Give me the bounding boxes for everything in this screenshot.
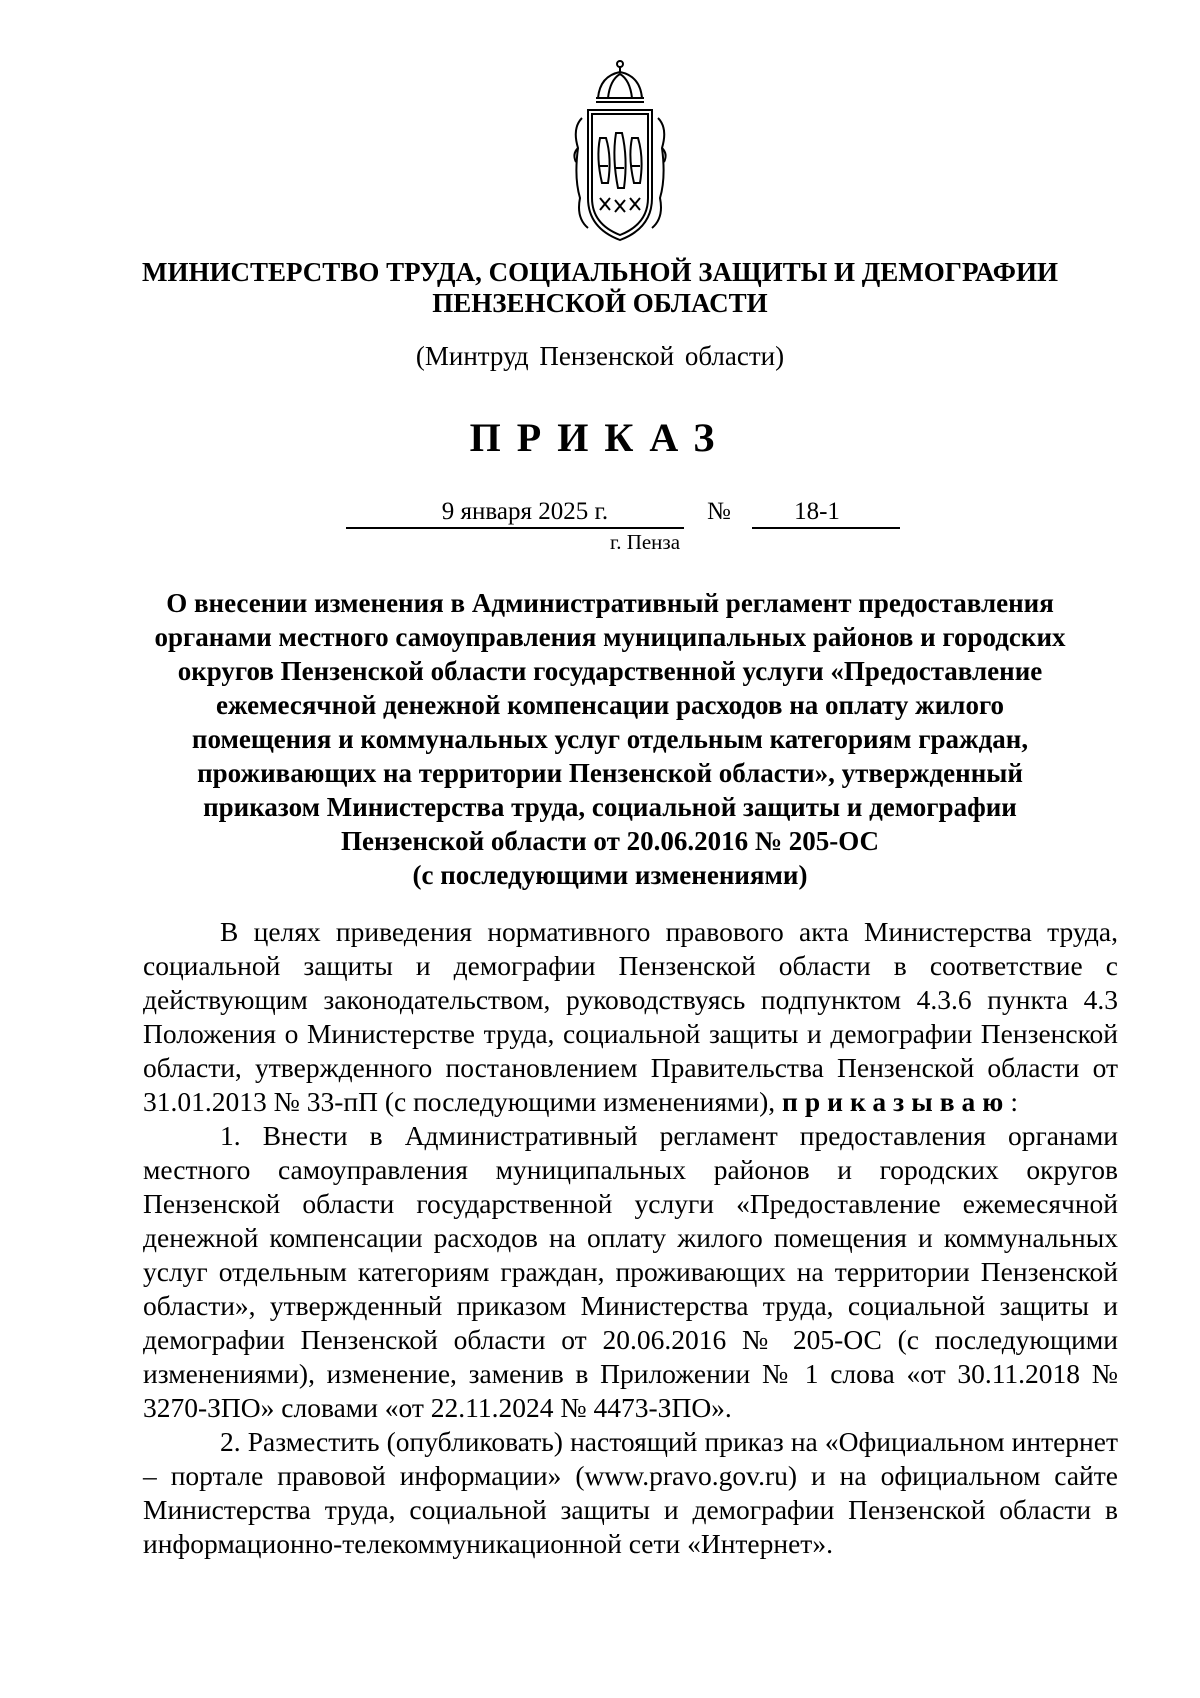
order-body	[143, 915, 1118, 1561]
subject-line: приказом Министерства труда, социальной защиты и демографии	[203, 792, 1017, 822]
order-subject	[130, 586, 1090, 892]
ministry-name-line1: МИНИСТЕРСТВО ТРУДА, СОЦИАЛЬНОЙ ЗАЩИТЫ И ДЕМОГРАФИИ	[141, 257, 1058, 287]
subject-line: помещения и коммунальных услуг отдельным категориям граждан,	[191, 724, 1029, 754]
intro-paragraph	[143, 915, 1118, 1119]
number-sign: №	[707, 498, 731, 525]
order-number: 18-1	[752, 497, 900, 529]
order-date: 9 января 2025 г.	[346, 497, 684, 529]
item-2-paragraph: 2. Разместить (опубликовать) настоящий приказ на «Официальном интернет – портале правовой информации» (www.pravo.gov.ru) и на официальном сайте Министерства труда, социальной защиты и демографии Пензенской области в информационно-телекоммуникационной сети «Интернет».	[143, 1426, 1118, 1559]
subject-line: округов Пензенской области государственной услуги «Предоставление	[177, 656, 1043, 686]
subject-line: ежемесячной денежной компенсации расходов на оплату жилого	[215, 690, 1005, 720]
subject-line: проживающих на территории Пензенской области», утвержденный	[197, 758, 1023, 788]
order-word: приказываю	[782, 1086, 1011, 1117]
subject-line: органами местного самоуправления муниципальных районов и городских	[154, 622, 1066, 652]
coat-of-arms-emblem	[570, 58, 670, 248]
document-title: ПРИКАЗ	[469, 415, 731, 460]
order-city: г. Пенза	[609, 530, 681, 554]
subject-line: Пензенской области от 20.06.2016 № 205-ОС	[340, 826, 880, 856]
item-1-paragraph: 1. Внести в Административный регламент предоставления органами местного самоуправления муниципальных районов и городских округов Пензенской области государственной услуги «Предоставление ежемесячной денежной компенсации расходов на оплату жилого помещения и коммунальных услуг отдельным категориям граждан, проживающих на территории Пензенской области», утвержденный приказом Министерства труда, социальной защиты и демографии Пензенской области от 20.06.2016 № 205-ОС (с последующими изменениями), изменение, заменив в Приложении № 1 слова «от 30.11.2018 № 3270-ЗПО» словами «от 22.11.2024 № 4473-ЗПО».	[143, 1120, 1118, 1423]
subject-line: (с последующими изменениями)	[412, 860, 808, 890]
ministry-name-line2: ПЕНЗЕНСКОЙ ОБЛАСТИ	[432, 288, 768, 318]
intro-text: В целях приведения нормативного правового акта Министерства труда, социальной защиты и демографии Пензенской области в соответствие с действующим законодательством, руководствуясь подпунктом 4.3.6 пункта 4.3 Положения о Министерстве труда, социальной защиты и демографии Пензенской области, утвержденного постановлением Правительства Пензенской области от 31.01.2013 № 33-пП (с последующими изменениями),	[143, 916, 1118, 1117]
subject-line: О внесении изменения в Административный регламент предоставления	[166, 588, 1054, 618]
ministry-short-name: (Минтруд Пензенской области)	[415, 341, 785, 371]
order-colon: :	[1010, 1086, 1018, 1117]
